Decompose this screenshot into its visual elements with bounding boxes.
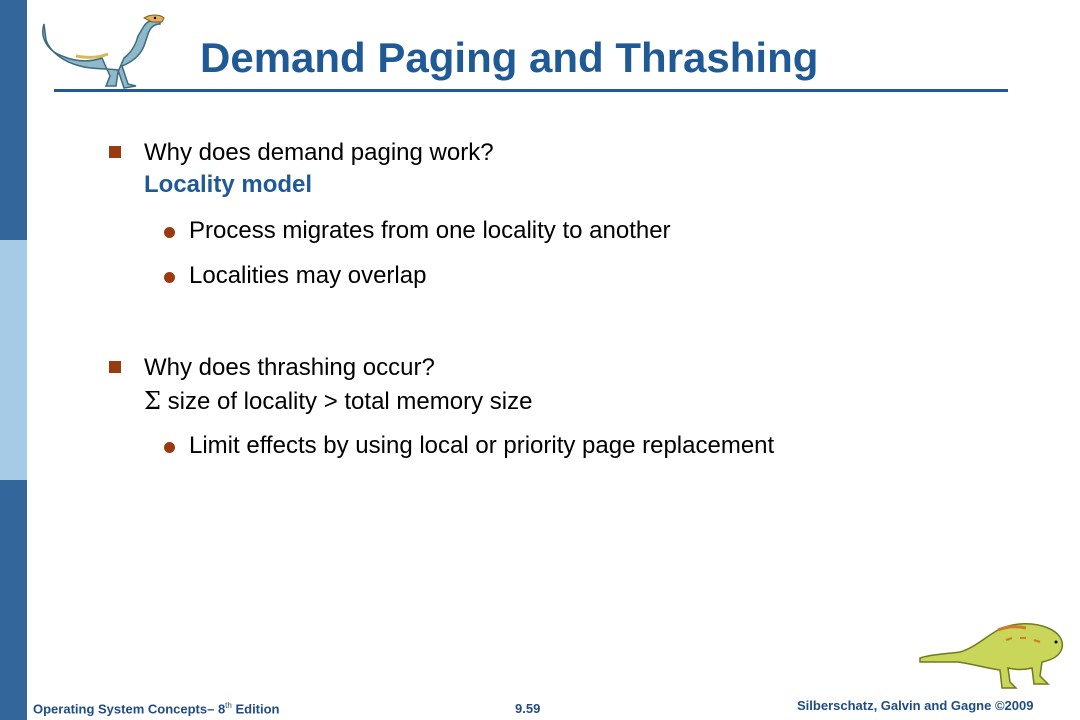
answer-size-text: size of locality > total memory size: [167, 388, 533, 415]
round-bullet-icon: [164, 272, 175, 283]
dinosaur-icon: [36, 6, 166, 92]
answer-locality-model: Locality model: [144, 171, 313, 198]
footer-copyright: Silberschatz, Galvin and Gagne ©2009: [797, 698, 1034, 713]
square-bullet-icon: [109, 361, 121, 373]
question-thrashing: Why does thrashing occur?: [144, 354, 435, 381]
footer-book-title: [33, 701, 280, 716]
sigma-symbol: Σ: [144, 387, 161, 415]
footer-page-number: 9.59: [515, 701, 541, 716]
round-bullet-icon: [164, 227, 175, 238]
footer-book-sup: th: [225, 701, 232, 710]
slide-title: Demand Paging and Thrashing: [200, 34, 819, 81]
question-demand-paging: Why does demand paging work?: [144, 139, 494, 166]
footer-book-prefix: Operating System Concepts– 8: [33, 701, 226, 717]
footer-book-suffix: Edition: [231, 701, 280, 717]
sub-bullet-overlap: Localities may overlap: [189, 262, 427, 289]
title-underline: [54, 89, 1008, 92]
dinosaur-icon: [916, 612, 1066, 692]
side-bar-segment-middle: [0, 240, 27, 480]
answer-size-condition: [144, 387, 532, 416]
sub-bullet-migrates: Process migrates from one locality to another: [189, 217, 671, 244]
side-bar-segment-top: [0, 0, 27, 240]
round-bullet-icon: [164, 442, 175, 453]
sub-bullet-limit-effects: Limit effects by using local or priority page replacement: [189, 432, 775, 459]
square-bullet-icon: [109, 146, 121, 158]
side-bar: [0, 0, 27, 720]
side-bar-segment-bottom: [0, 480, 27, 720]
